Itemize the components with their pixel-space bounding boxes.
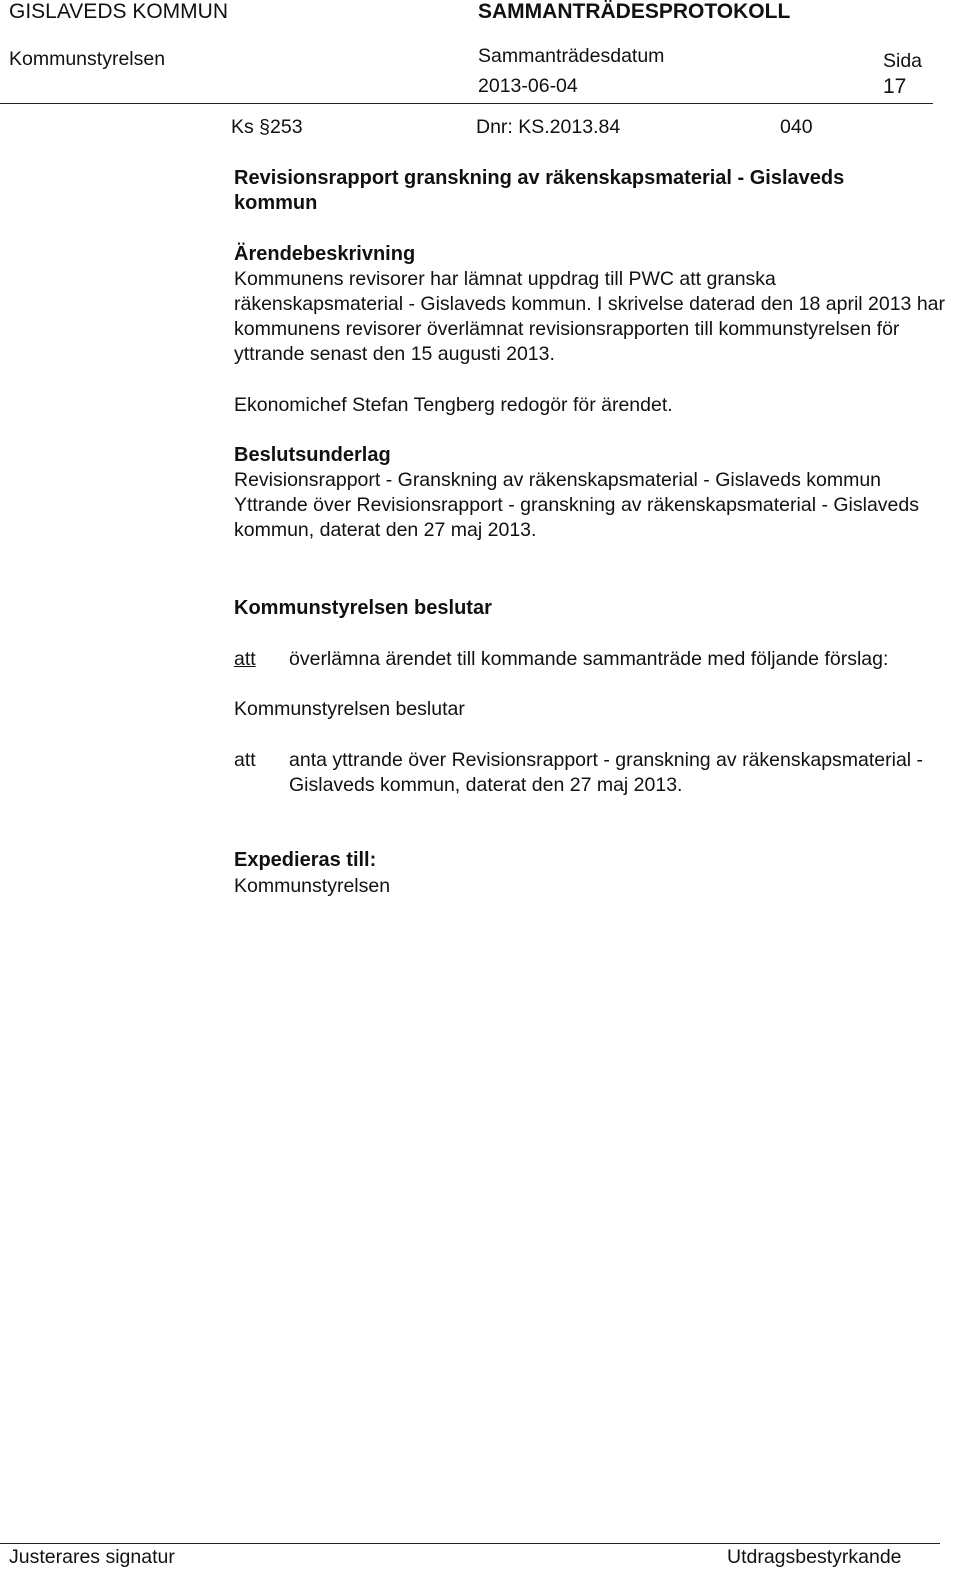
arende-line: Kommunens revisorer har lämnat uppdrag till PWC att granska [234, 268, 776, 290]
arende-line: yttrande senast den 15 augusti 2013. [234, 343, 555, 365]
case-code: 040 [780, 116, 813, 138]
document-type: SAMMANTRÄDESPROTOKOLL [478, 0, 791, 23]
arende-line: räkenskapsmaterial - Gislaveds kommun. I skrivelse daterad den 18 april 2013 har [234, 293, 946, 315]
arende-line: kommunens revisorer överlämnat revisionsrapporten till kommunstyrelsen för [234, 318, 900, 340]
page-label: Sida [883, 50, 923, 72]
committee-name: Kommunstyrelsen [9, 48, 166, 70]
beslutsunderlag-line: kommun, daterat den 27 maj 2013. [234, 519, 537, 541]
decision-att-text: överlämna ärendet till kommande sammanträde med följande förslag: [289, 648, 889, 670]
proposal-att-label: att [234, 749, 256, 771]
page-number: 17 [883, 75, 907, 98]
case-section: Ks §253 [231, 116, 303, 138]
distribution-heading: Expedieras till: [234, 849, 377, 871]
distribution-recipient: Kommunstyrelsen [234, 875, 391, 897]
municipality-name: GISLAVEDS KOMMUN [9, 0, 228, 23]
arende-heading: Ärendebeskrivning [234, 243, 416, 265]
case-title [234, 166, 949, 216]
beslutsunderlag-line: Yttrande över Revisionsrapport - granskning av räkenskapsmaterial - Gislaveds [234, 494, 919, 516]
case-title-line-2: kommun [234, 192, 318, 214]
footer-signature-label: Justerares signatur [9, 1546, 175, 1568]
proposal-heading: Kommunstyrelsen beslutar [234, 698, 465, 720]
beslutsunderlag-heading: Beslutsunderlag [234, 444, 391, 466]
meeting-date-value: 2013-06-04 [478, 75, 578, 97]
arende-section [234, 242, 949, 367]
footer-divider [0, 1543, 940, 1544]
case-dnr: Dnr: KS.2013.84 [476, 116, 621, 138]
decision-att-label: att [234, 648, 256, 670]
proposal-att-line-1: anta yttrande över Revisionsrapport - granskning av räkenskapsmaterial - [289, 749, 924, 771]
arende-presenter: Ekonomichef Stefan Tengberg redogör för ärendet. [234, 394, 673, 416]
beslutsunderlag-section [234, 443, 949, 543]
footer-certification-label: Utdragsbestyrkande [727, 1546, 902, 1568]
beslutsunderlag-line: Revisionsrapport - Granskning av räkenskapsmaterial - Gislaveds kommun [234, 469, 882, 491]
case-title-line-1: Revisionsrapport granskning av räkenskapsmaterial - Gislaveds [234, 167, 845, 189]
proposal-att-line-2: Gislaveds kommun, daterat den 27 maj 2013. [289, 774, 683, 796]
meeting-date-label: Sammanträdesdatum [478, 45, 665, 67]
decision-heading: Kommunstyrelsen beslutar [234, 597, 492, 619]
header-divider [0, 103, 933, 104]
